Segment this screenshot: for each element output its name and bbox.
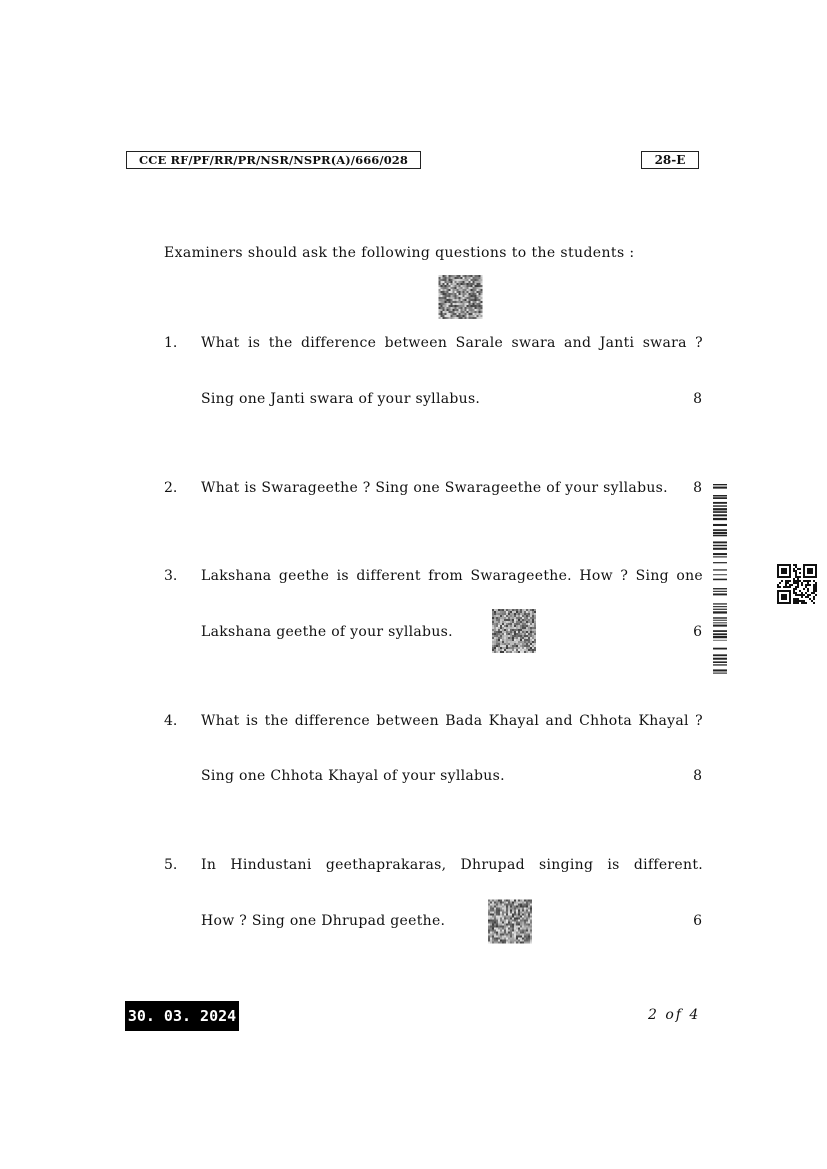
qr-code-icon	[777, 564, 817, 604]
question-text: Lakshana geethe is different from Swarageethe. How ? Sing one	[201, 568, 703, 584]
question-number: 1.	[164, 335, 178, 351]
paper-code: CCE RF/PF/RR/PR/NSR/NSPR(A)/666/028	[126, 151, 421, 169]
question-marks: 8	[693, 480, 702, 496]
question-text: In Hindustani geethaprakaras, Dhrupad singing is different.	[201, 857, 703, 873]
question-number: 5.	[164, 857, 178, 873]
question-text: What is Swarageethe ? Sing one Swarageethe of your syllabus.	[201, 480, 668, 496]
watermark-icon	[438, 275, 483, 319]
question-marks: 6	[693, 624, 702, 640]
instructions: Examiners should ask the following questions to the students :	[164, 245, 635, 261]
question-text-continued: Lakshana geethe of your syllabus.	[201, 624, 453, 640]
question-marks: 6	[693, 913, 702, 929]
page-number: 2 of 4	[648, 1007, 701, 1023]
question-text: What is the difference between Sarale swara and Janti swara ?	[201, 335, 703, 351]
question-number: 3.	[164, 568, 178, 584]
barcode-icon	[713, 484, 727, 674]
question-text-continued: Sing one Chhota Khayal of your syllabus.	[201, 768, 505, 784]
paper-number: 28-E	[641, 151, 699, 169]
question-text-continued: How ? Sing one Dhrupad geethe.	[201, 913, 446, 929]
question-text: What is the difference between Bada Khayal and Chhota Khayal ?	[201, 713, 703, 729]
exam-date: 30. 03. 2024	[125, 1001, 239, 1031]
question-number: 2.	[164, 480, 178, 496]
question-marks: 8	[693, 768, 702, 784]
question-marks: 8	[693, 391, 702, 407]
question-number: 4.	[164, 713, 178, 729]
question-text-continued: Sing one Janti swara of your syllabus.	[201, 391, 481, 407]
